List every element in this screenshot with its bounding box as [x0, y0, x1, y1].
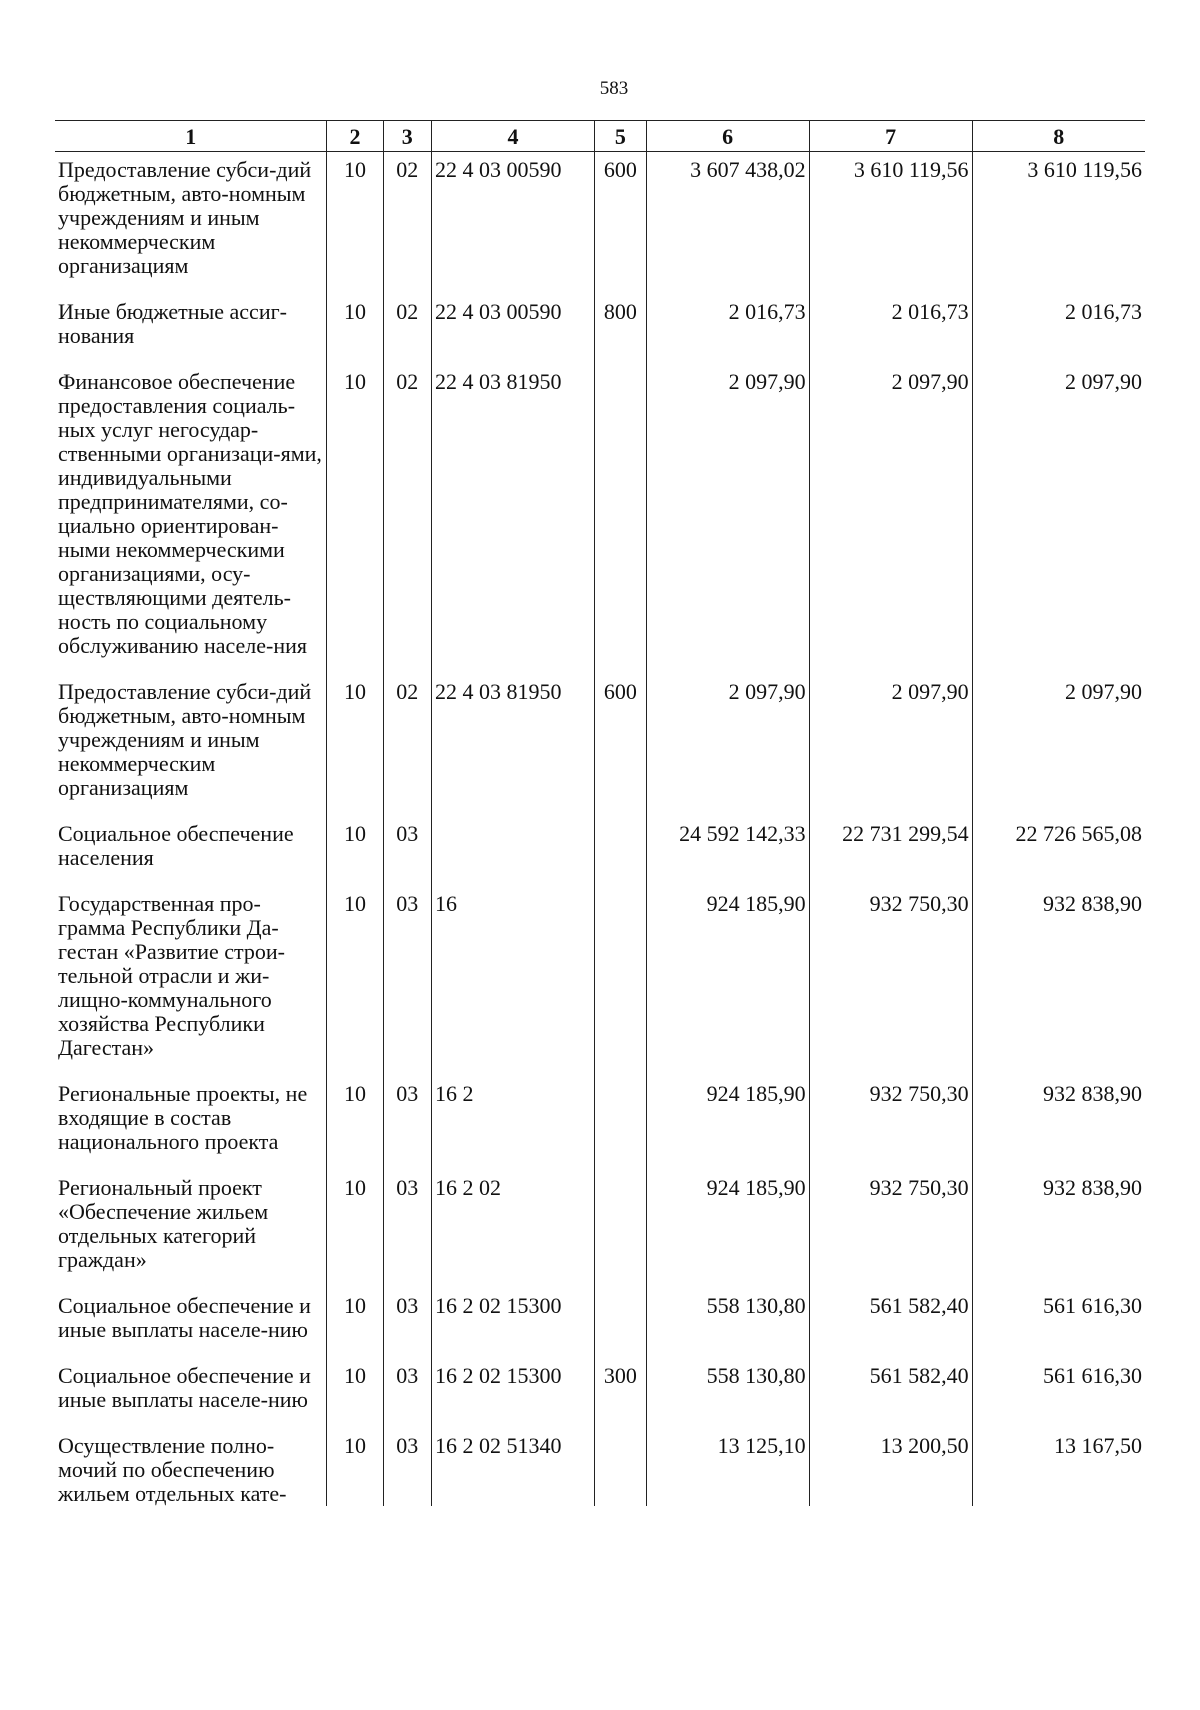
header-row — [55, 121, 1145, 152]
row-amount-2: 2 016,73 — [809, 294, 972, 364]
row-target-article: 16 2 02 — [432, 1170, 595, 1288]
column-header-4: 4 — [432, 121, 595, 152]
row-name: Иные бюджетные ассиг-нования — [58, 299, 287, 348]
row-target-article: 22 4 03 00590 — [432, 152, 595, 295]
row-target-article: 16 2 02 15300 — [432, 1358, 595, 1428]
row-subsection-code: 03 — [383, 1428, 431, 1506]
row-amount-3: 3 610 119,56 — [972, 152, 1145, 295]
row-expense-type: 600 — [594, 674, 646, 816]
row-amount-3: 22 726 565,08 — [972, 816, 1145, 886]
table-row — [55, 1288, 1145, 1358]
row-name: Региональный проект «Обеспечение жильем отдельных категорий граждан» — [58, 1175, 269, 1272]
row-subsection-code: 03 — [383, 816, 431, 886]
row-name: Региональные проекты, не входящие в состав национального проекта — [58, 1081, 308, 1154]
row-amount-1: 24 592 142,33 — [646, 816, 809, 886]
row-amount-3: 932 838,90 — [972, 886, 1145, 1076]
row-amount-1: 3 607 438,02 — [646, 152, 809, 295]
column-header-5: 5 — [594, 121, 646, 152]
table-row — [55, 816, 1145, 886]
row-amount-3: 932 838,90 — [972, 1170, 1145, 1288]
row-amount-2: 13 200,50 — [809, 1428, 972, 1506]
column-header-2: 2 — [327, 121, 383, 152]
row-amount-2: 932 750,30 — [809, 1076, 972, 1170]
row-subsection-code: 02 — [383, 674, 431, 816]
row-amount-1: 2 016,73 — [646, 294, 809, 364]
row-subsection-code: 02 — [383, 364, 431, 674]
row-expense-type — [594, 364, 646, 674]
table-row — [55, 674, 1145, 816]
row-section-code: 10 — [327, 294, 383, 364]
row-amount-3: 13 167,50 — [972, 1428, 1145, 1506]
table-row — [55, 1428, 1145, 1506]
row-section-code: 10 — [327, 1358, 383, 1428]
row-amount-2: 932 750,30 — [809, 886, 972, 1076]
row-section-code: 10 — [327, 1076, 383, 1170]
row-expense-type — [594, 1076, 646, 1170]
row-amount-2: 561 582,40 — [809, 1288, 972, 1358]
budget-table — [55, 120, 1145, 1506]
row-section-code: 10 — [327, 1428, 383, 1506]
row-amount-2: 2 097,90 — [809, 364, 972, 674]
row-amount-1: 2 097,90 — [646, 364, 809, 674]
column-header-1: 1 — [55, 121, 327, 152]
row-section-code: 10 — [327, 364, 383, 674]
row-expense-type: 800 — [594, 294, 646, 364]
column-header-8: 8 — [972, 121, 1145, 152]
row-amount-3: 932 838,90 — [972, 1076, 1145, 1170]
row-target-article: 16 — [432, 886, 595, 1076]
row-amount-2: 561 582,40 — [809, 1358, 972, 1428]
row-target-article: 16 2 02 51340 — [432, 1428, 595, 1506]
table-row — [55, 364, 1145, 674]
row-amount-2: 2 097,90 — [809, 674, 972, 816]
row-section-code: 10 — [327, 1288, 383, 1358]
row-amount-2: 22 731 299,54 — [809, 816, 972, 886]
row-name: Осуществление полно-мочий по обеспечению жильем отдельных кате- — [58, 1433, 287, 1506]
row-amount-1: 13 125,10 — [646, 1428, 809, 1506]
row-expense-type — [594, 1428, 646, 1506]
row-name: Социальное обеспечение и иные выплаты населе-нию — [58, 1293, 311, 1342]
row-expense-type — [594, 1288, 646, 1358]
row-amount-1: 924 185,90 — [646, 886, 809, 1076]
row-amount-3: 561 616,30 — [972, 1358, 1145, 1428]
row-amount-1: 924 185,90 — [646, 1076, 809, 1170]
table-row — [55, 1076, 1145, 1170]
column-header-6: 6 — [646, 121, 809, 152]
row-target-article: 16 2 — [432, 1076, 595, 1170]
row-expense-type — [594, 886, 646, 1076]
table-row — [55, 886, 1145, 1076]
row-amount-1: 558 130,80 — [646, 1288, 809, 1358]
row-expense-type — [594, 816, 646, 886]
row-amount-3: 2 016,73 — [972, 294, 1145, 364]
row-name: Социальное обеспечение населения — [58, 821, 294, 870]
row-amount-3: 2 097,90 — [972, 364, 1145, 674]
row-amount-3: 561 616,30 — [972, 1288, 1145, 1358]
row-subsection-code: 03 — [383, 1288, 431, 1358]
row-expense-type: 300 — [594, 1358, 646, 1428]
row-amount-1: 2 097,90 — [646, 674, 809, 816]
row-name: Предоставление субси-дий бюджетным, авто-номным учреждениям и иным некоммерческим организациям — [58, 157, 312, 278]
table-row — [55, 152, 1145, 295]
row-section-code: 10 — [327, 1170, 383, 1288]
row-name: Государственная про-грамма Республики Да-гестан «Развитие строи-тельной отрасли и жи-лищно-коммунального хозяйства Республики Дагестан» — [58, 891, 285, 1060]
table-row — [55, 1170, 1145, 1288]
row-expense-type — [594, 1170, 646, 1288]
row-name: Финансовое обеспечение предоставления социаль-ных услуг негосудар-ственными организаци-ями, индивидуальными предпринимателями, со-циально ориентирован-ными некоммерческими организациями, осу-ществляющими деятель-ность по социальному обслуживанию населе-ния — [58, 369, 322, 658]
row-target-article: 16 2 02 15300 — [432, 1288, 595, 1358]
row-target-article: 22 4 03 81950 — [432, 364, 595, 674]
row-section-code: 10 — [327, 816, 383, 886]
row-amount-2: 932 750,30 — [809, 1170, 972, 1288]
row-target-article: 22 4 03 00590 — [432, 294, 595, 364]
row-expense-type: 600 — [594, 152, 646, 295]
row-section-code: 10 — [327, 152, 383, 295]
row-subsection-code: 03 — [383, 886, 431, 1076]
row-amount-2: 3 610 119,56 — [809, 152, 972, 295]
row-subsection-code: 03 — [383, 1358, 431, 1428]
row-amount-1: 924 185,90 — [646, 1170, 809, 1288]
row-subsection-code: 03 — [383, 1170, 431, 1288]
row-name: Предоставление субси-дий бюджетным, авто-номным учреждениям и иным некоммерческим организациям — [58, 679, 312, 800]
row-section-code: 10 — [327, 674, 383, 816]
row-amount-1: 558 130,80 — [646, 1358, 809, 1428]
row-name: Социальное обеспечение и иные выплаты населе-нию — [58, 1363, 311, 1412]
row-amount-3: 2 097,90 — [972, 674, 1145, 816]
table-row — [55, 1358, 1145, 1428]
page-number: 583 — [599, 78, 629, 99]
row-subsection-code: 02 — [383, 152, 431, 295]
column-header-3: 3 — [383, 121, 431, 152]
column-header-7: 7 — [809, 121, 972, 152]
row-target-article: 22 4 03 81950 — [432, 674, 595, 816]
row-target-article — [432, 816, 595, 886]
row-subsection-code: 03 — [383, 1076, 431, 1170]
table-row — [55, 294, 1145, 364]
row-section-code: 10 — [327, 886, 383, 1076]
row-subsection-code: 02 — [383, 294, 431, 364]
